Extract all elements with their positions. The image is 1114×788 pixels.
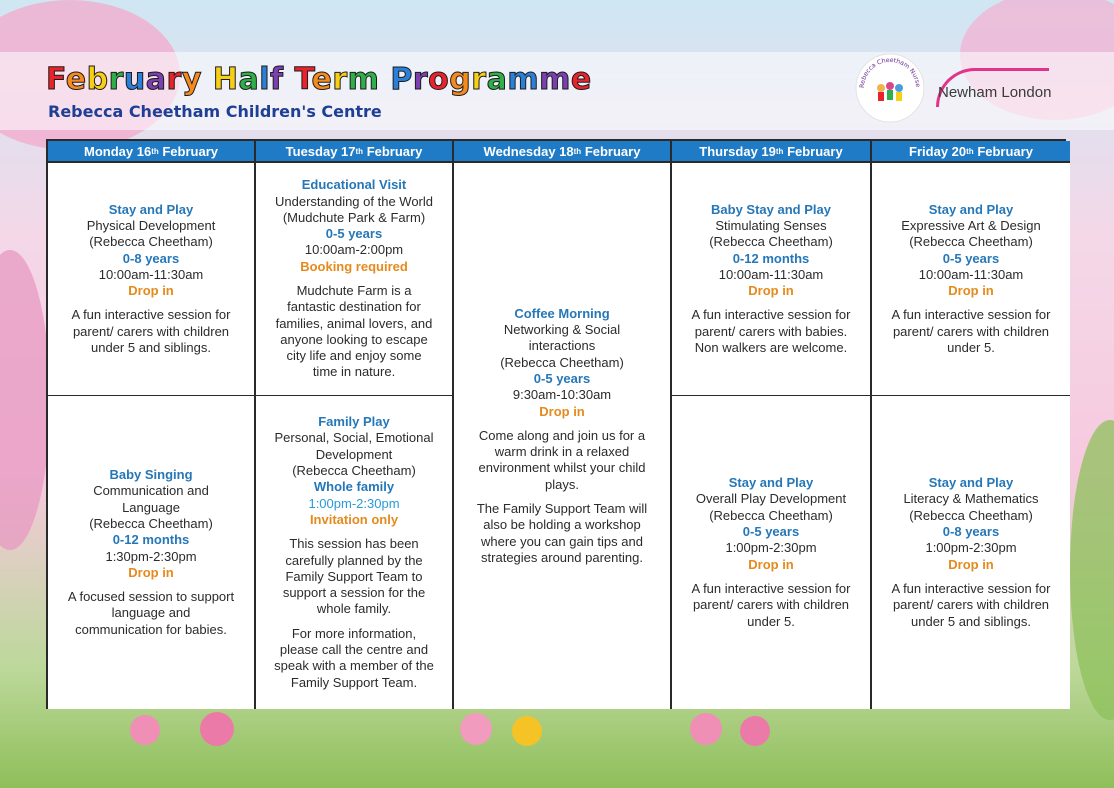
session-description: under 5 and siblings. bbox=[911, 613, 1031, 629]
session-venue: (Rebecca Cheetham) bbox=[292, 463, 416, 479]
logo-text: Rebecca Cheetham Nurse bbox=[858, 56, 922, 89]
session-area: Communication and bbox=[93, 483, 209, 499]
day-header-friday: Friday 20 th February bbox=[872, 141, 1070, 163]
session-friday-morning bbox=[872, 163, 1070, 396]
session-time: 1:00pm-2:30pm bbox=[925, 540, 1017, 556]
session-time: 10:00am-2:00pm bbox=[304, 242, 404, 258]
session-area: Networking & Social bbox=[503, 322, 621, 338]
newham-logo-text: Newham London bbox=[938, 84, 1052, 101]
session-description: warm drink in a relaxed bbox=[494, 444, 630, 460]
session-time: 10:00am-11:30am bbox=[718, 266, 824, 282]
flower-decoration bbox=[130, 715, 160, 745]
flower-decoration bbox=[690, 713, 722, 745]
session-age: 0-8 years bbox=[122, 250, 180, 266]
session-note: Drop in bbox=[539, 403, 585, 419]
session-age: 0-5 years bbox=[533, 370, 591, 386]
title-letter: m bbox=[347, 62, 380, 97]
session-venue: (Rebecca Cheetham) bbox=[89, 234, 213, 250]
contact-info: please call the centre and bbox=[279, 641, 429, 657]
session-area: Personal, Social, Emotional bbox=[274, 430, 434, 446]
title-letter: a bbox=[238, 62, 260, 97]
session-note: Drop in bbox=[948, 283, 994, 299]
session-age: Whole family bbox=[313, 479, 395, 495]
title-letter: e bbox=[570, 62, 592, 97]
background-foliage bbox=[0, 250, 50, 550]
contact-info: speak with a member of the bbox=[274, 658, 434, 674]
title-letter: T bbox=[294, 62, 312, 97]
title-letter: y bbox=[181, 62, 202, 97]
session-wednesday bbox=[454, 163, 670, 709]
session-description: time in nature. bbox=[312, 364, 396, 380]
title-letter: r bbox=[108, 62, 124, 97]
session-monday-morning bbox=[48, 163, 254, 396]
session-area: Overall Play Development bbox=[695, 491, 847, 507]
session-thursday-morning bbox=[672, 163, 870, 396]
session-description: families, animal lovers, and bbox=[275, 315, 433, 331]
workshop-text: also be holding a workshop bbox=[483, 517, 641, 533]
session-description: Come along and join us for a bbox=[478, 427, 646, 443]
title-letter: o bbox=[428, 62, 450, 97]
session-title: Stay and Play bbox=[928, 201, 1014, 217]
session-venue: (Rebecca Cheetham) bbox=[89, 515, 213, 531]
title-letter: r bbox=[332, 62, 348, 97]
session-title: Coffee Morning bbox=[514, 305, 610, 321]
flower-decoration bbox=[512, 716, 542, 746]
session-title: Baby Stay and Play bbox=[711, 201, 831, 217]
session-description: under 5 and siblings. bbox=[91, 340, 211, 356]
page-title bbox=[46, 62, 592, 97]
session-age: 0-5 years bbox=[742, 524, 800, 540]
session-title: Family Play bbox=[318, 414, 390, 430]
session-time: 10:00am-11:30am bbox=[98, 266, 204, 282]
session-description: A fun interactive session for bbox=[691, 307, 851, 323]
session-description: carefully planned by the bbox=[285, 552, 423, 568]
title-letter: l bbox=[259, 62, 270, 97]
session-venue: (Rebecca Cheetham) bbox=[709, 507, 833, 523]
day-header-tuesday: Tuesday 17 th February bbox=[256, 141, 452, 163]
session-description: A fun interactive session for bbox=[891, 307, 1051, 323]
workshop-text: strategies around parenting. bbox=[481, 549, 643, 565]
session-venue: (Rebecca Cheetham) bbox=[500, 354, 624, 370]
session-venue: (Rebecca Cheetham) bbox=[909, 507, 1033, 523]
session-description: Non walkers are welcome. bbox=[694, 340, 848, 356]
flower-decoration bbox=[460, 713, 492, 745]
session-title: Baby Singing bbox=[109, 467, 193, 483]
session-area: Expressive Art & Design bbox=[901, 217, 1041, 233]
session-description: communication for babies. bbox=[75, 621, 227, 637]
session-description: fantastic destination for bbox=[287, 299, 421, 315]
session-note: Drop in bbox=[128, 283, 174, 299]
day-header-monday: Monday 16 th February bbox=[48, 141, 254, 163]
title-letter: H bbox=[212, 62, 239, 97]
session-age: 0-5 years bbox=[325, 226, 383, 242]
nursery-logo bbox=[854, 52, 926, 124]
title-letter: a bbox=[145, 62, 167, 97]
session-friday-afternoon bbox=[872, 396, 1070, 709]
session-description: plays. bbox=[545, 476, 579, 492]
session-area: Understanding of the World bbox=[274, 193, 434, 209]
session-description: Family Support Team to bbox=[285, 568, 423, 584]
session-age: 0-12 months bbox=[732, 250, 810, 266]
newham-logo bbox=[934, 68, 1058, 112]
title-letter: u bbox=[123, 62, 146, 97]
session-venue: (Mudchute Park & Farm) bbox=[282, 209, 426, 225]
session-note: Drop in bbox=[128, 564, 174, 580]
session-description: under 5. bbox=[947, 340, 995, 356]
title-letter: b bbox=[86, 62, 109, 97]
session-age: 0-5 years bbox=[942, 250, 1000, 266]
session-venue: (Rebecca Cheetham) bbox=[709, 234, 833, 250]
session-description: whole family. bbox=[316, 601, 392, 617]
session-note: Drop in bbox=[748, 283, 794, 299]
contact-info: Family Support Team. bbox=[290, 674, 418, 690]
session-description: under 5. bbox=[747, 613, 795, 629]
programme-table bbox=[46, 139, 1066, 709]
session-time: 1:00pm-2:30pm bbox=[725, 540, 817, 556]
session-area: interactions bbox=[528, 338, 596, 354]
session-description: anyone looking to escape bbox=[280, 331, 428, 347]
session-note: Booking required bbox=[300, 258, 408, 274]
session-time: 1:00pm-2:30pm bbox=[308, 495, 400, 511]
session-monday-afternoon bbox=[48, 396, 254, 709]
workshop-text: where you can gain tips and bbox=[481, 533, 643, 549]
session-thursday-afternoon bbox=[672, 396, 870, 709]
session-description: support a session for the bbox=[282, 585, 426, 601]
contact-info: For more information, bbox=[291, 625, 417, 641]
title-letter: m bbox=[539, 62, 571, 97]
nursery-logo-icon bbox=[854, 52, 926, 124]
title-letter bbox=[379, 62, 390, 97]
title-letter bbox=[284, 62, 295, 97]
session-note: Invitation only bbox=[309, 511, 399, 527]
background-foliage bbox=[1070, 420, 1114, 720]
session-description: A focused session to support bbox=[67, 589, 235, 605]
session-title: Stay and Play bbox=[728, 475, 814, 491]
title-letter: a bbox=[486, 62, 508, 97]
session-description: city life and enjoy some bbox=[286, 348, 422, 364]
session-time: 1:30pm-2:30pm bbox=[105, 548, 197, 564]
session-area: Stimulating Senses bbox=[715, 217, 827, 233]
session-tuesday-afternoon bbox=[256, 396, 452, 709]
session-title: Educational Visit bbox=[301, 177, 407, 193]
session-note: Drop in bbox=[748, 556, 794, 572]
title-letter: f bbox=[270, 62, 284, 97]
session-description: parent/ carers with children bbox=[692, 597, 850, 613]
session-description: A fun interactive session for bbox=[71, 307, 231, 323]
session-description: parent/ carers with babies. bbox=[694, 323, 848, 339]
session-description: A fun interactive session for bbox=[891, 580, 1051, 596]
session-area: Physical Development bbox=[86, 217, 216, 233]
title-letter: r bbox=[471, 62, 487, 97]
session-venue: (Rebecca Cheetham) bbox=[909, 234, 1033, 250]
session-description: environment whilst your child bbox=[478, 460, 646, 476]
workshop-text: The Family Support Team will bbox=[476, 501, 648, 517]
title-letter: F bbox=[46, 62, 66, 97]
session-age: 0-12 months bbox=[112, 532, 190, 548]
session-time: 10:00am-11:30am bbox=[918, 266, 1024, 282]
session-time: 9:30am-10:30am bbox=[512, 387, 612, 403]
session-area: Literacy & Mathematics bbox=[903, 491, 1039, 507]
title-letter: e bbox=[65, 62, 87, 97]
session-description: parent/ carers with children bbox=[892, 323, 1050, 339]
session-description: language and bbox=[111, 605, 191, 621]
title-letter bbox=[202, 62, 213, 97]
session-description: A fun interactive session for bbox=[691, 580, 851, 596]
title-letter: e bbox=[311, 62, 333, 97]
day-header-thursday: Thursday 19 th February bbox=[672, 141, 870, 163]
title-letter: g bbox=[449, 62, 472, 97]
session-description: This session has been bbox=[289, 536, 419, 552]
title-letter: m bbox=[507, 62, 540, 97]
title-letter: r bbox=[412, 62, 429, 97]
session-title: Stay and Play bbox=[108, 201, 194, 217]
session-age: 0-8 years bbox=[942, 524, 1000, 540]
session-description: parent/ carers with children bbox=[892, 597, 1050, 613]
session-area: Language bbox=[122, 499, 180, 515]
session-description: parent/ carers with children bbox=[72, 323, 230, 339]
flower-decoration bbox=[740, 716, 770, 746]
session-description: Mudchute Farm is a bbox=[296, 283, 412, 298]
title-letter: P bbox=[390, 62, 413, 97]
session-title: Stay and Play bbox=[928, 475, 1014, 491]
title-letter: r bbox=[166, 62, 182, 97]
session-tuesday-morning bbox=[256, 163, 452, 396]
session-note: Drop in bbox=[948, 556, 994, 572]
day-header-wednesday: Wednesday 18 th February bbox=[454, 141, 670, 163]
page-subtitle: Rebecca Cheetham Children's Centre bbox=[48, 102, 382, 121]
flower-decoration bbox=[200, 712, 234, 746]
session-area: Development bbox=[315, 446, 393, 462]
